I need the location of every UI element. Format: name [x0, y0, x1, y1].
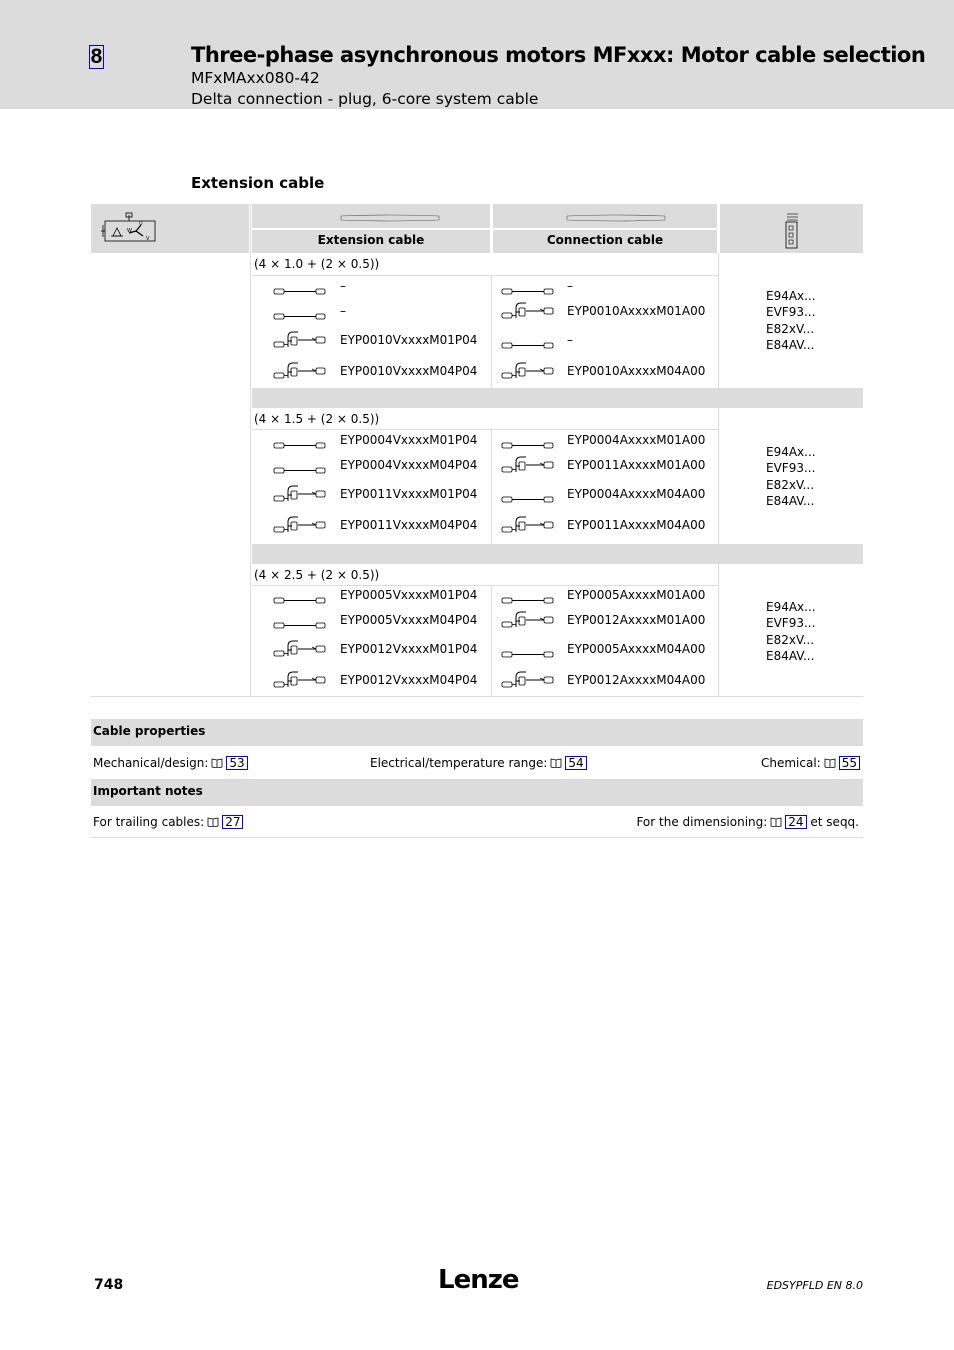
straight-cable-icon [272, 590, 328, 612]
cross-section-label: (4 × 1.0 + (2 × 0.5)) [254, 257, 380, 271]
document-id: EDSYPFLD EN 8.0 [766, 1279, 863, 1292]
column-header-connection: Connection cable [493, 230, 717, 253]
extension-cable-code: EYP0011VxxxxM04P04 [340, 518, 478, 532]
page-ref-link[interactable]: 54 [565, 756, 586, 770]
angled-plug-cable-icon [272, 514, 328, 536]
chapter-number[interactable]: 8 [90, 45, 103, 68]
page-ref-link[interactable]: 27 [222, 815, 243, 829]
extension-cable-code: EYP0005VxxxxM04P04 [340, 613, 478, 627]
connection-cable-code: EYP0010AxxxxM01A00 [567, 304, 706, 318]
cable-properties-band [91, 719, 863, 746]
page-ref-link[interactable]: 53 [226, 756, 247, 770]
device-list: E94Ax... EVF93... E82xV... E84AV... [766, 600, 816, 664]
straight-cable-icon [272, 615, 328, 637]
page-number: 748 [94, 1277, 124, 1293]
angled-plug-cable-icon [500, 300, 556, 322]
page-title: Three-phase asynchronous motors MFxxx: Motor cable selection [191, 43, 926, 67]
chemical-reference: Chemical: 55 [761, 756, 860, 770]
cable-symbol-icon [566, 214, 666, 222]
angled-plug-cable-icon [272, 483, 328, 505]
dimensioning-reference: For the dimensioning: 24 et seqq. [636, 815, 859, 829]
extension-cable-code: EYP0010VxxxxM04P04 [340, 364, 478, 378]
svg-text:U: U [139, 221, 143, 227]
group-separator [252, 388, 863, 408]
straight-cable-icon [272, 306, 328, 328]
extension-cable-code: EYP0011VxxxxM01P04 [340, 487, 478, 501]
straight-cable-icon [272, 435, 328, 457]
cross-section-label: (4 × 1.5 + (2 × 0.5)) [254, 412, 380, 426]
group-separator [252, 544, 863, 564]
angled-plug-cable-icon [500, 609, 556, 631]
connection-cable-code: EYP0004AxxxxM04A00 [567, 487, 706, 501]
column-header-extension: Extension cable [252, 230, 490, 253]
connection-cable-code: EYP0004AxxxxM01A00 [567, 433, 706, 447]
controller-device-icon [784, 212, 800, 250]
connection-cable-code: – [567, 279, 573, 293]
svg-text:W: W [127, 228, 132, 234]
angled-plug-cable-icon [272, 669, 328, 691]
page-subtitle-connection: Delta connection - plug, 6-core system cable [191, 90, 539, 108]
device-list: E94Ax... EVF93... E82xV... E84AV... [766, 289, 816, 353]
connection-cable-code: EYP0012AxxxxM04A00 [567, 673, 706, 687]
device-list: E94Ax... EVF93... E82xV... E84AV... [766, 445, 816, 509]
straight-cable-icon [500, 489, 556, 511]
connection-cable-code: EYP0010AxxxxM04A00 [567, 364, 706, 378]
angled-plug-cable-icon [500, 454, 556, 476]
svg-text:V: V [146, 236, 150, 242]
angled-plug-cable-icon [272, 638, 328, 660]
book-icon [550, 758, 562, 768]
motor-symbol-header [91, 204, 249, 253]
controller-symbol-header [720, 204, 863, 253]
page-ref-link[interactable]: 24 [785, 815, 806, 829]
important-notes-band [91, 779, 863, 806]
extension-cable-code: EYP0004VxxxxM01P04 [340, 433, 478, 447]
lenze-logo: Lenze [438, 1265, 519, 1295]
extension-cable-code: EYP0004VxxxxM04P04 [340, 458, 478, 472]
angled-plug-cable-icon [500, 514, 556, 536]
straight-cable-icon [500, 644, 556, 666]
extension-cable-code: EYP0005VxxxxM01P04 [340, 588, 478, 602]
straight-cable-icon [272, 460, 328, 482]
extension-cable-symbol-header [252, 204, 490, 228]
angled-plug-cable-icon [500, 360, 556, 382]
connection-cable-code: EYP0011AxxxxM04A00 [567, 518, 706, 532]
page-ref-link[interactable]: 55 [839, 756, 860, 770]
extension-cable-code: – [340, 279, 346, 293]
book-icon [770, 817, 782, 827]
book-icon [207, 817, 219, 827]
extension-cable-code: EYP0012VxxxxM01P04 [340, 642, 478, 656]
connection-cable-code: EYP0005AxxxxM01A00 [567, 588, 706, 602]
electrical-reference: Electrical/temperature range: 54 [370, 756, 587, 770]
cable-properties-heading: Cable properties [93, 724, 206, 738]
mechanical-reference: Mechanical/design: 53 [93, 756, 248, 770]
connection-cable-code: EYP0011AxxxxM01A00 [567, 458, 706, 472]
motor-delta-icon [99, 212, 159, 246]
extension-cable-code: – [340, 304, 346, 318]
angled-plug-cable-icon [272, 329, 328, 351]
angled-plug-cable-icon [272, 360, 328, 382]
page-subtitle-model: MFxMAxx080-42 [191, 69, 320, 87]
straight-cable-icon [272, 281, 328, 303]
extension-cable-code: EYP0012VxxxxM04P04 [340, 673, 478, 687]
connection-cable-code: – [567, 333, 573, 347]
connection-cable-symbol-header [493, 204, 717, 228]
cross-section-label: (4 × 2.5 + (2 × 0.5)) [254, 568, 380, 582]
book-icon [824, 758, 836, 768]
straight-cable-icon [500, 335, 556, 357]
important-notes-heading: Important notes [93, 784, 203, 798]
extension-cable-code: EYP0010VxxxxM01P04 [340, 333, 478, 347]
cable-symbol-icon [340, 214, 440, 222]
angled-plug-cable-icon [500, 669, 556, 691]
connection-cable-code: EYP0005AxxxxM04A00 [567, 642, 706, 656]
connection-cable-code: EYP0012AxxxxM01A00 [567, 613, 706, 627]
trailing-cables-reference: For trailing cables: 27 [93, 815, 243, 829]
book-icon [211, 758, 223, 768]
section-heading: Extension cable [191, 174, 325, 192]
